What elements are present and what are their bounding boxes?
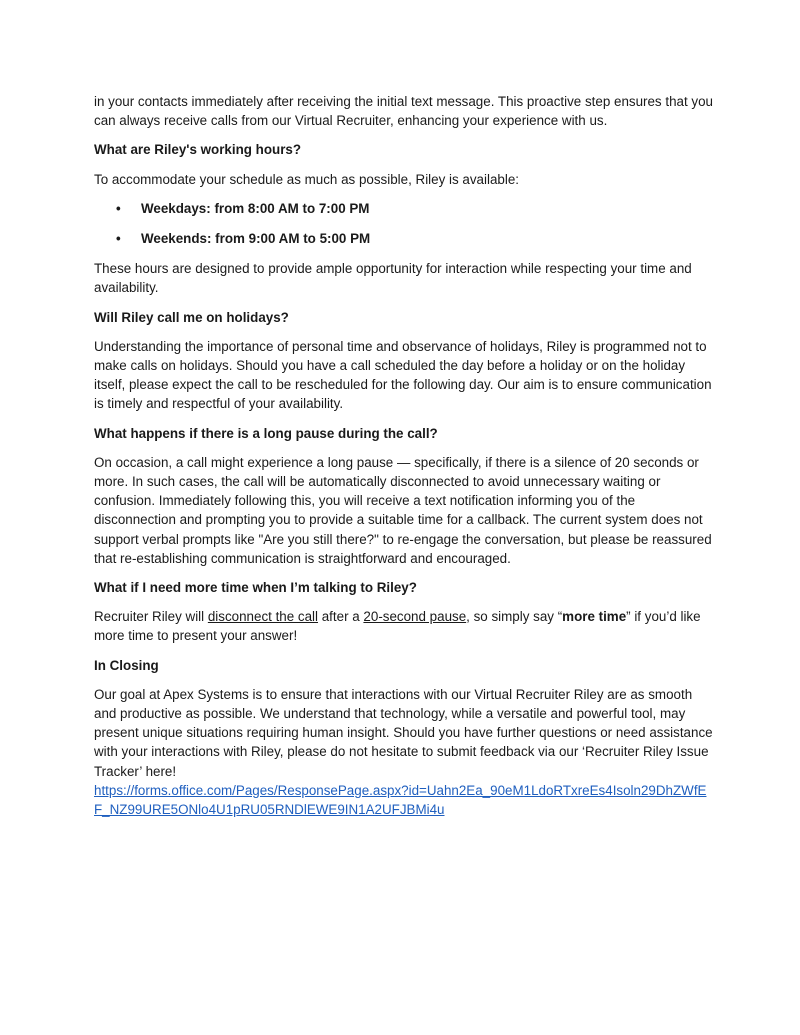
more-time-question: What if I need more time when I’m talking to Riley? [94,580,417,596]
holidays-question: Will Riley call me on holidays? [94,309,289,325]
more-time-text-3: , so simply say “ [466,609,563,625]
more-time-text-4: ” if you’d like more time to present your answer! [94,609,701,644]
hours-closing: These hours are designed to provide ample opportunity for interaction while respecting your time and availability. [94,261,692,296]
more-time-text-1: Recruiter Riley will [94,609,208,625]
list-item-weekends [94,229,714,248]
closing-heading: In Closing [94,657,159,673]
bullet-icon: • [116,200,121,216]
weekends-text: Weekends: from 9:00 AM to 5:00 PM [141,231,371,247]
bullet-icon: • [116,231,121,247]
holidays-answer: Understanding the importance of personal time and observance of holidays, Riley is programmed not to make calls on holidays. Should you have a call scheduled the day before a holiday or on the holiday itself, please expect the call to be rescheduled for the following day. Our aim is to ensure communication is timely and respectful of your availability. [94,338,712,412]
document-page [94,92,714,819]
more-time-text-2: after a [318,609,364,625]
hours-question: What are Riley's working hours? [94,142,302,158]
disconnect-call-underlined: disconnect the call [207,609,319,625]
more-time-bold: more time [562,609,627,625]
issue-tracker-link[interactable]: https://forms.office.com/Pages/ResponsePage.aspx?id=Uahn2Ea_90eM1LdoRTxreEs4Isoln29DhZWfEF_NZ99URE5ONlo4U1pRU05RNDlEWE9IN1A2UFJBMi4u [94,782,707,818]
pause-answer: On occasion, a call might experience a long pause — specifically, if there is a silence of 20 seconds or more. In such cases, the call will be automatically disconnected to avoid unnecessary waiting or confusion. Immediately following this, you will receive a text notification informing you of the disconnection and prompting you to provide a suitable time for a callback. The current system does not support verbal prompts like "Are you still there?" to re-engage the conversation, but please be reassured that re-establishing communication is straightforward and encouraged. [94,454,712,566]
more-time-answer [94,607,714,645]
intro-line-2: can always receive calls from our Virtual Recruiter, enhancing your experience with us. [94,113,608,129]
intro-paragraph [94,92,714,130]
hours-lead: To accommodate your schedule as much as possible, Riley is available: [94,171,519,187]
list-item-weekdays [94,199,714,218]
weekdays-text: Weekdays: from 8:00 AM to 7:00 PM [141,200,370,216]
pause-duration-underlined: 20-second pause [363,609,467,625]
pause-question: What happens if there is a long pause during the call? [94,425,438,441]
hours-list [94,199,714,248]
closing-body: Our goal at Apex Systems is to ensure that interactions with our Virtual Recruiter Riley are as smooth and productive as possible. We understand that technology, while a versatile and powerful tool, may present unique situations requiring human insight. Should you have further questions or need assistance with your interactions with Riley, please do not hesitate to submit feedback via our ‘Recruiter Riley Issue Tracker’ here! [94,686,713,779]
intro-line-1: in your contacts immediately after receiving the initial text message. This proactive step ensures that you [94,94,713,109]
